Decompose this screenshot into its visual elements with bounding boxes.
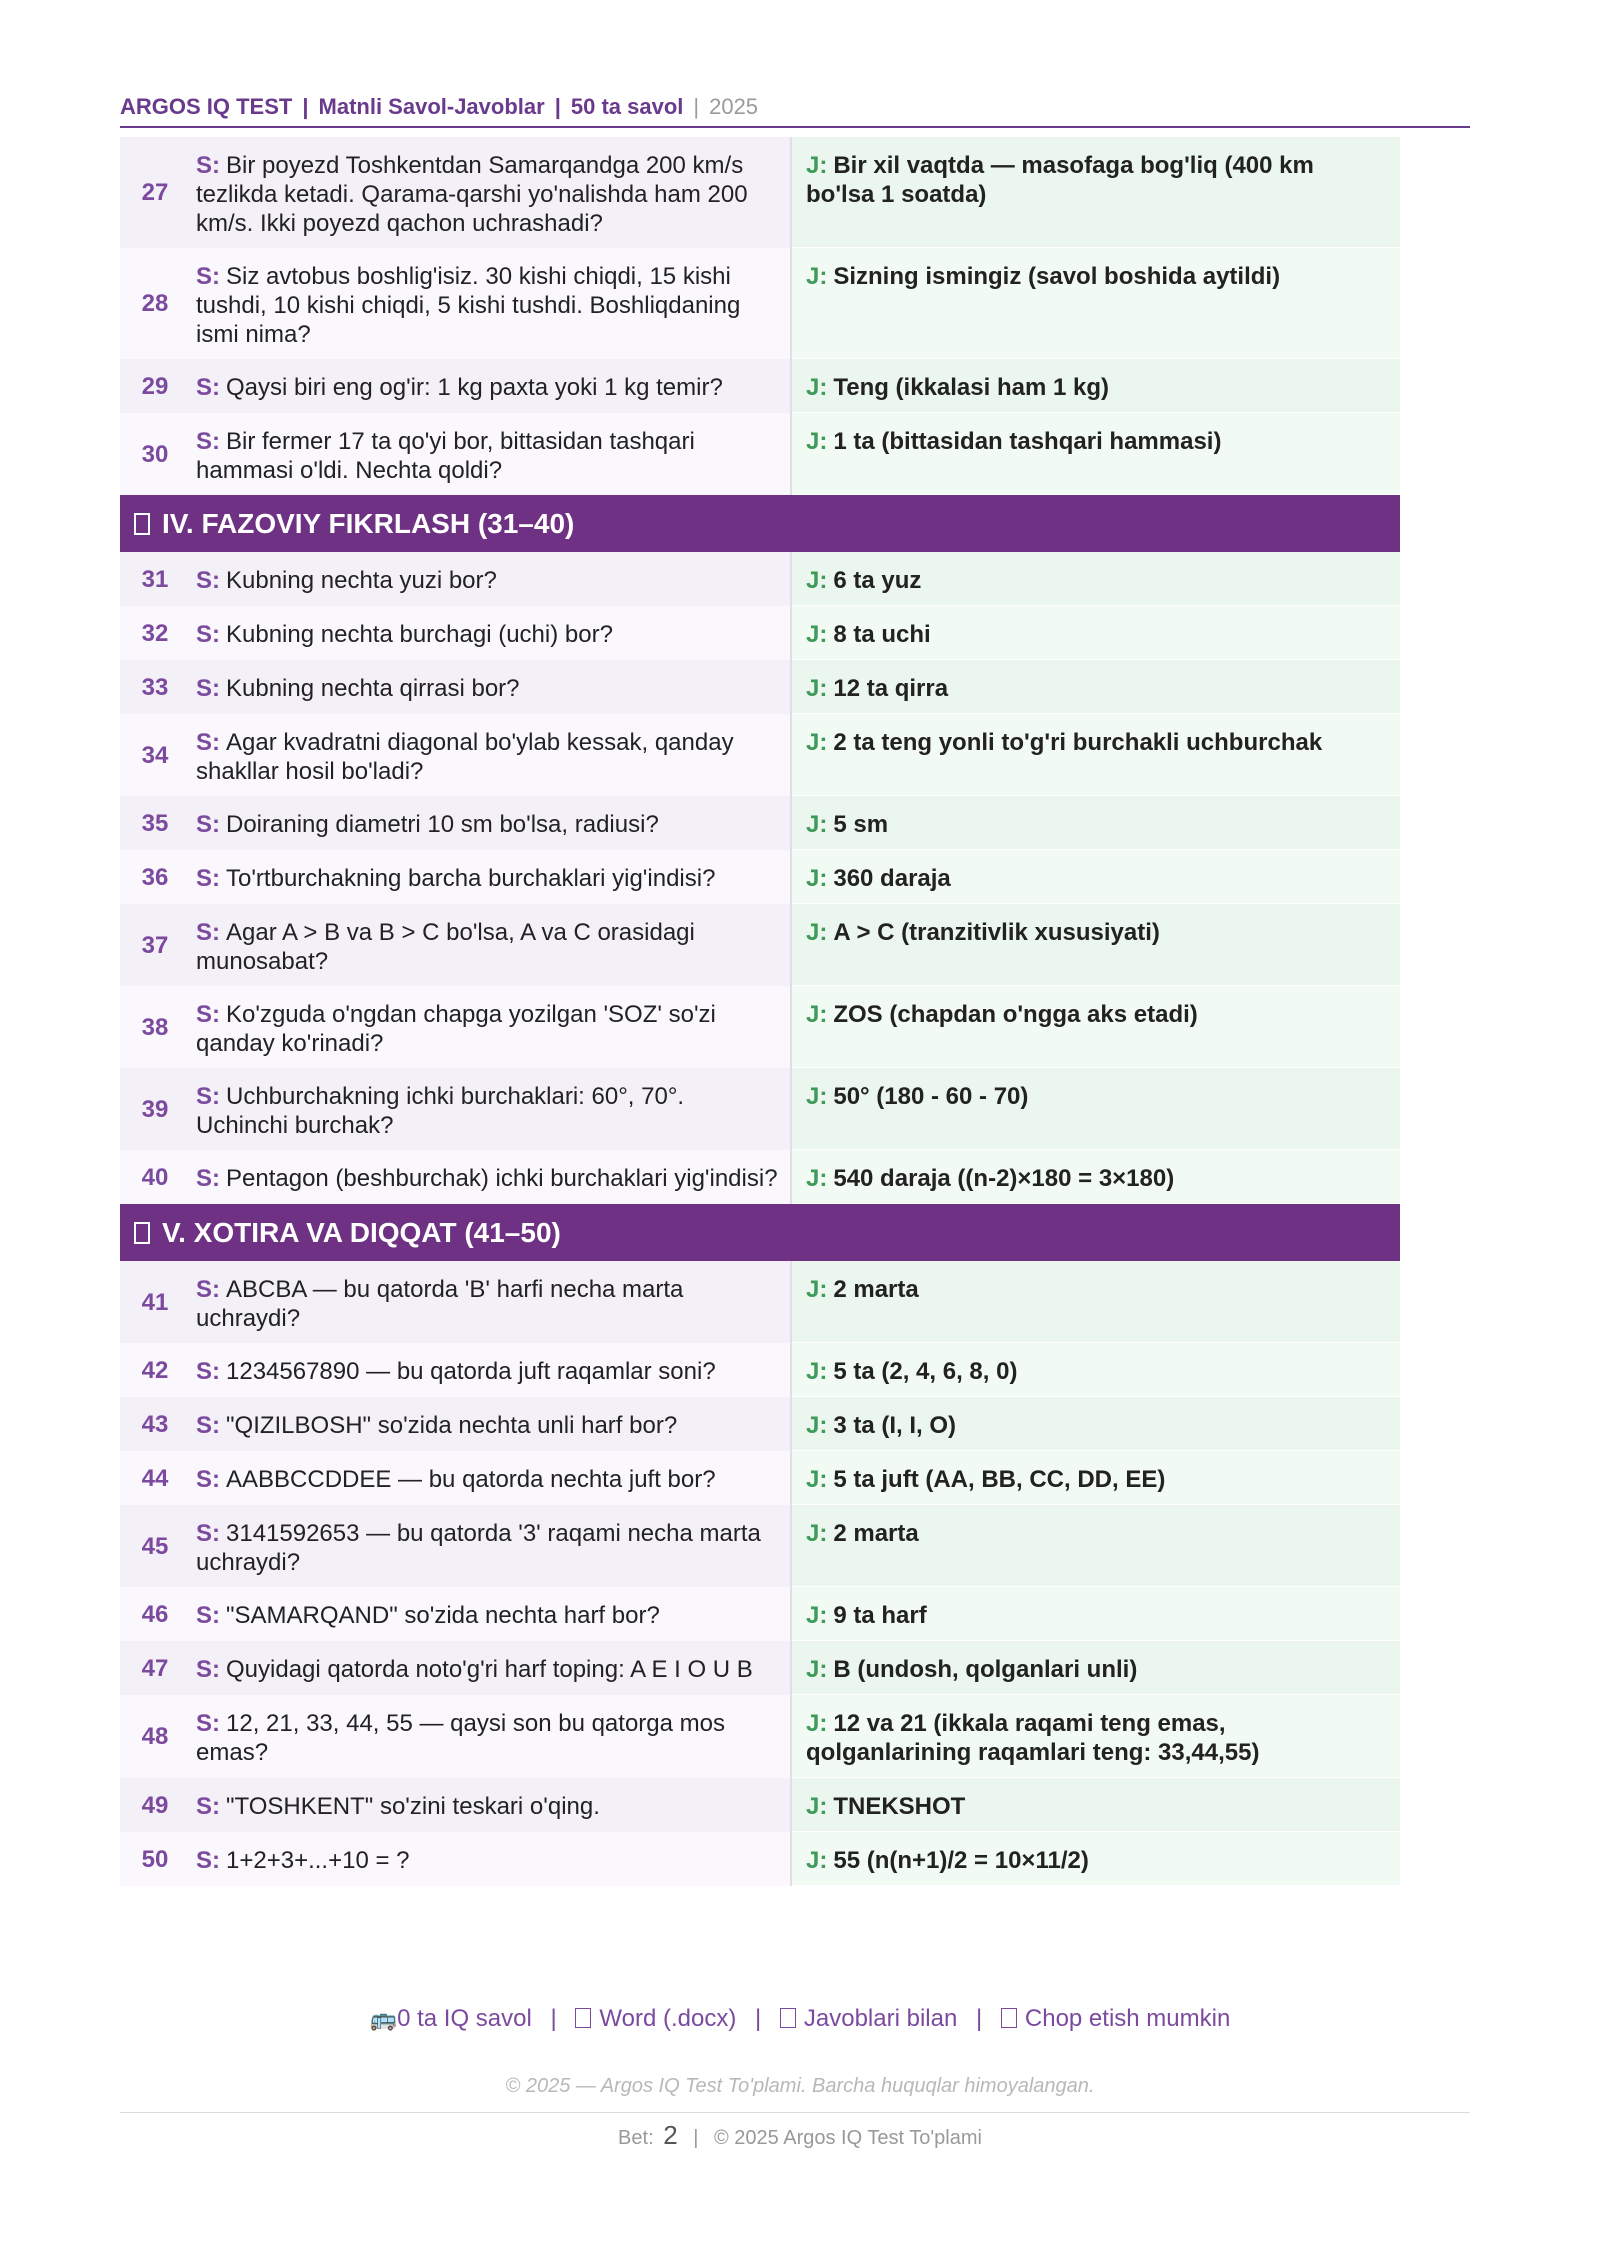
qa-group-iii (120, 137, 1400, 495)
question-cell (190, 1832, 792, 1886)
page-footer-text: © 2025 Argos IQ Test To'plami (713, 2127, 982, 2149)
table-row (120, 904, 1400, 986)
question-number: 35 (120, 796, 190, 850)
question-number: 36 (120, 850, 190, 904)
answer-text: 6 ta yuz (833, 567, 922, 594)
question-label: S: (196, 567, 220, 594)
qa-group-v (120, 1261, 1400, 1886)
question-text: 1234567890 — bu qatorda juft raqamlar soni? (226, 1358, 716, 1385)
header-count: 50 ta savol (570, 94, 684, 119)
table-row (120, 1641, 1400, 1695)
question-label: S: (196, 1847, 220, 1874)
question-text: "SAMARQAND" so'zida nechta harf bor? (226, 1602, 660, 1629)
question-cell (190, 1505, 792, 1587)
answer-cell (792, 1505, 1400, 1587)
question-text: ABCBA — bu qatorda 'B' harfi necha marta uchraydi? (196, 1276, 684, 1332)
table-row (120, 1343, 1400, 1397)
question-text: Siz avtobus boshlig'isiz. 30 kishi chiqdi, 15 kishi tushdi, 10 kishi chiqdi, 5 kishi tushdi. Boshliqdaning ismi nima? (196, 263, 741, 348)
answer-label: J: (806, 865, 828, 892)
answer-text: 2 ta teng yonli to'g'ri burchakli uchburchak (833, 729, 1323, 756)
question-cell (190, 1343, 792, 1397)
table-row (120, 1832, 1400, 1886)
page-number: 2 (663, 2120, 678, 2150)
section-icon (134, 1222, 150, 1244)
table-row (120, 1261, 1400, 1343)
question-label: S: (196, 729, 220, 756)
question-label: S: (196, 1793, 220, 1820)
question-text: Qaysi biri eng og'ir: 1 kg paxta yoki 1 kg temir? (226, 374, 723, 401)
question-label: S: (196, 1656, 220, 1683)
question-cell (190, 796, 792, 850)
answer-cell (792, 850, 1400, 904)
answer-text: 2 marta (833, 1276, 919, 1303)
answer-text: ZOS (chapdan o'ngga aks etadi) (833, 1001, 1198, 1028)
answer-cell (792, 1695, 1400, 1778)
question-text: Kubning nechta qirrasi bor? (226, 675, 520, 702)
question-number: 49 (120, 1778, 190, 1832)
table-row (120, 248, 1400, 359)
question-text: Pentagon (beshburchak) ichki burchaklari yig'indisi? (226, 1165, 778, 1192)
table-row (120, 1068, 1400, 1150)
question-label: S: (196, 1276, 220, 1303)
answer-cell (792, 248, 1400, 359)
question-number: 30 (120, 413, 190, 495)
answer-cell (792, 1587, 1400, 1641)
answer-label: J: (806, 1793, 828, 1820)
page-header (120, 94, 1470, 128)
footer-link-print: Chop etish mumkin (1024, 2005, 1231, 2032)
answer-text: 9 ta harf (833, 1602, 927, 1629)
answer-label: J: (806, 1083, 828, 1110)
footer-link-answers: Javoblari bilan (803, 2005, 958, 2032)
answer-label: J: (806, 428, 828, 455)
question-text: Agar A > B va B > C bo'lsa, A va C orasidagi munosabat? (196, 919, 695, 975)
question-number: 40 (120, 1150, 190, 1204)
answer-label: J: (806, 152, 828, 179)
table-row (120, 1451, 1400, 1505)
question-number: 37 (120, 904, 190, 986)
question-text: AABBCCDDEE — bu qatorda nechta juft bor? (226, 1466, 716, 1493)
table-row (120, 1695, 1400, 1778)
answer-cell (792, 413, 1400, 495)
answer-label: J: (806, 621, 828, 648)
table-row (120, 552, 1400, 606)
question-text: 12, 21, 33, 44, 55 — qaysi son bu qatorga mos emas? (196, 1710, 725, 1766)
footer-link-count: 0 ta IQ savol (397, 2005, 532, 2032)
header-title: ARGOS IQ TEST (120, 94, 293, 119)
question-label: S: (196, 1358, 220, 1385)
question-text: To'rtburchakning barcha burchaklari yig'indisi? (226, 865, 716, 892)
question-number: 39 (120, 1068, 190, 1150)
question-label: S: (196, 1520, 220, 1547)
question-label: S: (196, 374, 220, 401)
question-number: 33 (120, 660, 190, 714)
answer-label: J: (806, 1656, 828, 1683)
answer-label: J: (806, 1602, 828, 1629)
answer-cell (792, 1832, 1400, 1886)
question-label: S: (196, 1602, 220, 1629)
answer-cell (792, 1343, 1400, 1397)
answer-text: 540 daraja ((n-2)×180 = 3×180) (833, 1165, 1175, 1192)
header-year: 2025 (709, 94, 759, 119)
footer-links (0, 2005, 1600, 2033)
question-text: "TOSHKENT" so'zini teskari o'qing. (226, 1793, 600, 1820)
question-number: 45 (120, 1505, 190, 1587)
table-row (120, 1150, 1400, 1204)
question-number: 28 (120, 248, 190, 359)
answer-label: J: (806, 1001, 828, 1028)
footer-separator: | (754, 2005, 762, 2032)
question-cell (190, 1451, 792, 1505)
question-text: Agar kvadratni diagonal bo'ylab kessak, qanday shakllar hosil bo'ladi? (196, 729, 734, 785)
answer-text: 2 marta (833, 1520, 919, 1547)
table-row (120, 359, 1400, 413)
answer-label: J: (806, 1276, 828, 1303)
question-label: S: (196, 865, 220, 892)
question-cell (190, 850, 792, 904)
answer-cell (792, 904, 1400, 986)
question-label: S: (196, 152, 220, 179)
question-number: 50 (120, 1832, 190, 1886)
question-cell (190, 1587, 792, 1641)
table-row (120, 1505, 1400, 1587)
answer-text: 55 (n(n+1)/2 = 10×11/2) (833, 1847, 1089, 1874)
answer-label: J: (806, 1520, 828, 1547)
question-number: 38 (120, 986, 190, 1068)
answer-text: Sizning ismingiz (savol boshida aytildi) (833, 263, 1281, 290)
question-number: 46 (120, 1587, 190, 1641)
answer-label: J: (806, 1466, 828, 1493)
table-row (120, 986, 1400, 1068)
section-header-iv (120, 495, 1400, 552)
table-row (120, 660, 1400, 714)
answer-text: 5 ta (2, 4, 6, 8, 0) (833, 1358, 1018, 1385)
qa-table (120, 137, 1400, 1886)
question-label: S: (196, 428, 220, 455)
answer-label: J: (806, 263, 828, 290)
question-text: Doiraning diametri 10 sm bo'lsa, radiusi? (226, 811, 659, 838)
question-label: S: (196, 1710, 220, 1737)
answer-cell (792, 986, 1400, 1068)
section-title: V. XOTIRA VA DIQQAT (41–50) (162, 1216, 561, 1248)
header-separator: | (693, 94, 700, 119)
question-cell (190, 248, 792, 359)
answer-cell (792, 1261, 1400, 1343)
question-number: 44 (120, 1451, 190, 1505)
footer-link-word: Word (.docx) (599, 2005, 737, 2032)
answer-text: 50° (180 - 60 - 70) (833, 1083, 1029, 1110)
question-cell (190, 413, 792, 495)
question-text: Uchburchakning ichki burchaklari: 60°, 70°. Uchinchi burchak? (196, 1083, 685, 1139)
divider (120, 2112, 1470, 2113)
question-text: 3141592653 — bu qatorda '3' raqami necha marta uchraydi? (196, 1520, 761, 1576)
question-text: Kubning nechta yuzi bor? (226, 567, 497, 594)
question-number: 29 (120, 359, 190, 413)
question-number: 32 (120, 606, 190, 660)
answer-label: J: (806, 1710, 828, 1737)
question-number: 43 (120, 1397, 190, 1451)
answer-label: J: (806, 374, 828, 401)
footer-separator: | (975, 2005, 983, 2032)
question-cell (190, 1397, 792, 1451)
header-separator: | (554, 94, 561, 119)
question-label: S: (196, 263, 220, 290)
question-number: 47 (120, 1641, 190, 1695)
answer-text: TNEKSHOT (833, 1793, 966, 1820)
footer-separator: | (693, 2127, 699, 2149)
answer-text: 5 sm (833, 811, 889, 838)
answer-text: 12 va 21 (ikkala raqami teng emas, qolganlarining raqamlari teng: 33,44,55) (806, 1710, 1260, 1766)
answer-cell (792, 137, 1400, 248)
question-cell (190, 1695, 792, 1778)
question-label: S: (196, 1412, 220, 1439)
answer-text: 12 ta qirra (833, 675, 949, 702)
table-row (120, 606, 1400, 660)
section-header-v (120, 1204, 1400, 1261)
answer-cell (792, 1397, 1400, 1451)
question-cell (190, 660, 792, 714)
answer-cell (792, 552, 1400, 606)
question-cell (190, 359, 792, 413)
question-number: 42 (120, 1343, 190, 1397)
question-cell (190, 1261, 792, 1343)
question-label: S: (196, 1083, 220, 1110)
question-cell (190, 904, 792, 986)
question-label: S: (196, 1165, 220, 1192)
answer-text: Teng (ikkalasi ham 1 kg) (833, 374, 1109, 401)
question-text: 1+2+3+...+10 = ? (226, 1847, 410, 1874)
answer-cell (792, 359, 1400, 413)
page-footer (0, 2120, 1600, 2151)
page-label: Bet: (618, 2127, 654, 2149)
answer-label: J: (806, 811, 828, 838)
answer-cell (792, 714, 1400, 796)
header-separator: | (302, 94, 309, 119)
question-cell (190, 1778, 792, 1832)
question-cell (190, 137, 792, 248)
section-icon (134, 513, 150, 535)
question-number: 27 (120, 137, 190, 248)
answer-label: J: (806, 1358, 828, 1385)
question-cell (190, 714, 792, 796)
answer-text: 360 daraja (833, 865, 951, 892)
answer-cell (792, 1778, 1400, 1832)
answer-cell (792, 606, 1400, 660)
question-cell (190, 606, 792, 660)
question-number: 41 (120, 1261, 190, 1343)
question-cell (190, 1068, 792, 1150)
question-text: "QIZILBOSH" so'zida nechta unli harf bor? (226, 1412, 678, 1439)
answer-label: J: (806, 1165, 828, 1192)
table-row (120, 850, 1400, 904)
answer-cell (792, 660, 1400, 714)
answer-label: J: (806, 729, 828, 756)
answer-label: J: (806, 1412, 828, 1439)
question-label: S: (196, 1001, 220, 1028)
printer-icon (1001, 2008, 1017, 2028)
table-row (120, 137, 1400, 248)
document-icon (575, 2008, 591, 2028)
check-icon (780, 2008, 796, 2028)
question-cell (190, 1641, 792, 1695)
answer-text: 3 ta (I, I, O) (833, 1412, 957, 1439)
question-number: 34 (120, 714, 190, 796)
question-number: 31 (120, 552, 190, 606)
answer-label: J: (806, 675, 828, 702)
table-row (120, 1587, 1400, 1641)
header-subtitle: Matnli Savol-Javoblar (318, 94, 545, 119)
answer-text: Bir xil vaqtda — masofaga bog'liq (400 km bo'lsa 1 soatda) (806, 152, 1314, 208)
question-text: Bir poyezd Toshkentdan Samarqandga 200 km/s tezlikda ketadi. Qarama-qarshi yo'nalishda ham 200 km/s. Ikki poyezd qachon uchrashadi? (196, 152, 748, 237)
copyright-notice: © 2025 — Argos IQ Test To'plami. Barcha huquqlar himoyalangan. (505, 2075, 1095, 2097)
answer-text: B (undosh, qolganlari unli) (833, 1656, 1138, 1683)
answer-label: J: (806, 567, 828, 594)
question-text: Bir fermer 17 ta qo'yi bor, bittasidan tashqari hammasi o'ldi. Nechta qoldi? (196, 428, 695, 484)
answer-text: 5 ta juft (AA, BB, CC, DD, EE) (833, 1466, 1166, 1493)
table-row (120, 714, 1400, 796)
answer-cell (792, 796, 1400, 850)
question-text: Ko'zguda o'ngdan chapga yozilgan 'SOZ' so'zi qanday ko'rinadi? (196, 1001, 716, 1057)
question-number: 48 (120, 1695, 190, 1778)
question-label: S: (196, 919, 220, 946)
table-row (120, 413, 1400, 495)
question-cell (190, 552, 792, 606)
question-text: Quyidagi qatorda noto'g'ri harf toping: A E I O U B (226, 1656, 753, 1683)
question-label: S: (196, 675, 220, 702)
question-cell (190, 986, 792, 1068)
bus-icon: 🚌 (369, 2006, 398, 2031)
answer-text: 1 ta (bittasidan tashqari hammasi) (833, 428, 1222, 455)
answer-cell (792, 1150, 1400, 1204)
table-row (120, 796, 1400, 850)
answer-label: J: (806, 1847, 828, 1874)
footer-separator: | (550, 2005, 557, 2032)
table-row (120, 1778, 1400, 1832)
question-cell (190, 1150, 792, 1204)
section-title: IV. FAZOVIY FIKRLASH (31–40) (162, 507, 575, 539)
question-label: S: (196, 621, 220, 648)
answer-cell (792, 1451, 1400, 1505)
question-label: S: (196, 1466, 220, 1493)
answer-cell (792, 1068, 1400, 1150)
answer-cell (792, 1641, 1400, 1695)
question-text: Kubning nechta burchagi (uchi) bor? (226, 621, 613, 648)
answer-text: A > C (tranzitivlik xususiyati) (833, 919, 1160, 946)
answer-text: 8 ta uchi (833, 621, 931, 648)
table-row (120, 1397, 1400, 1451)
qa-group-iv (120, 552, 1400, 1204)
answer-label: J: (806, 919, 828, 946)
question-label: S: (196, 811, 220, 838)
